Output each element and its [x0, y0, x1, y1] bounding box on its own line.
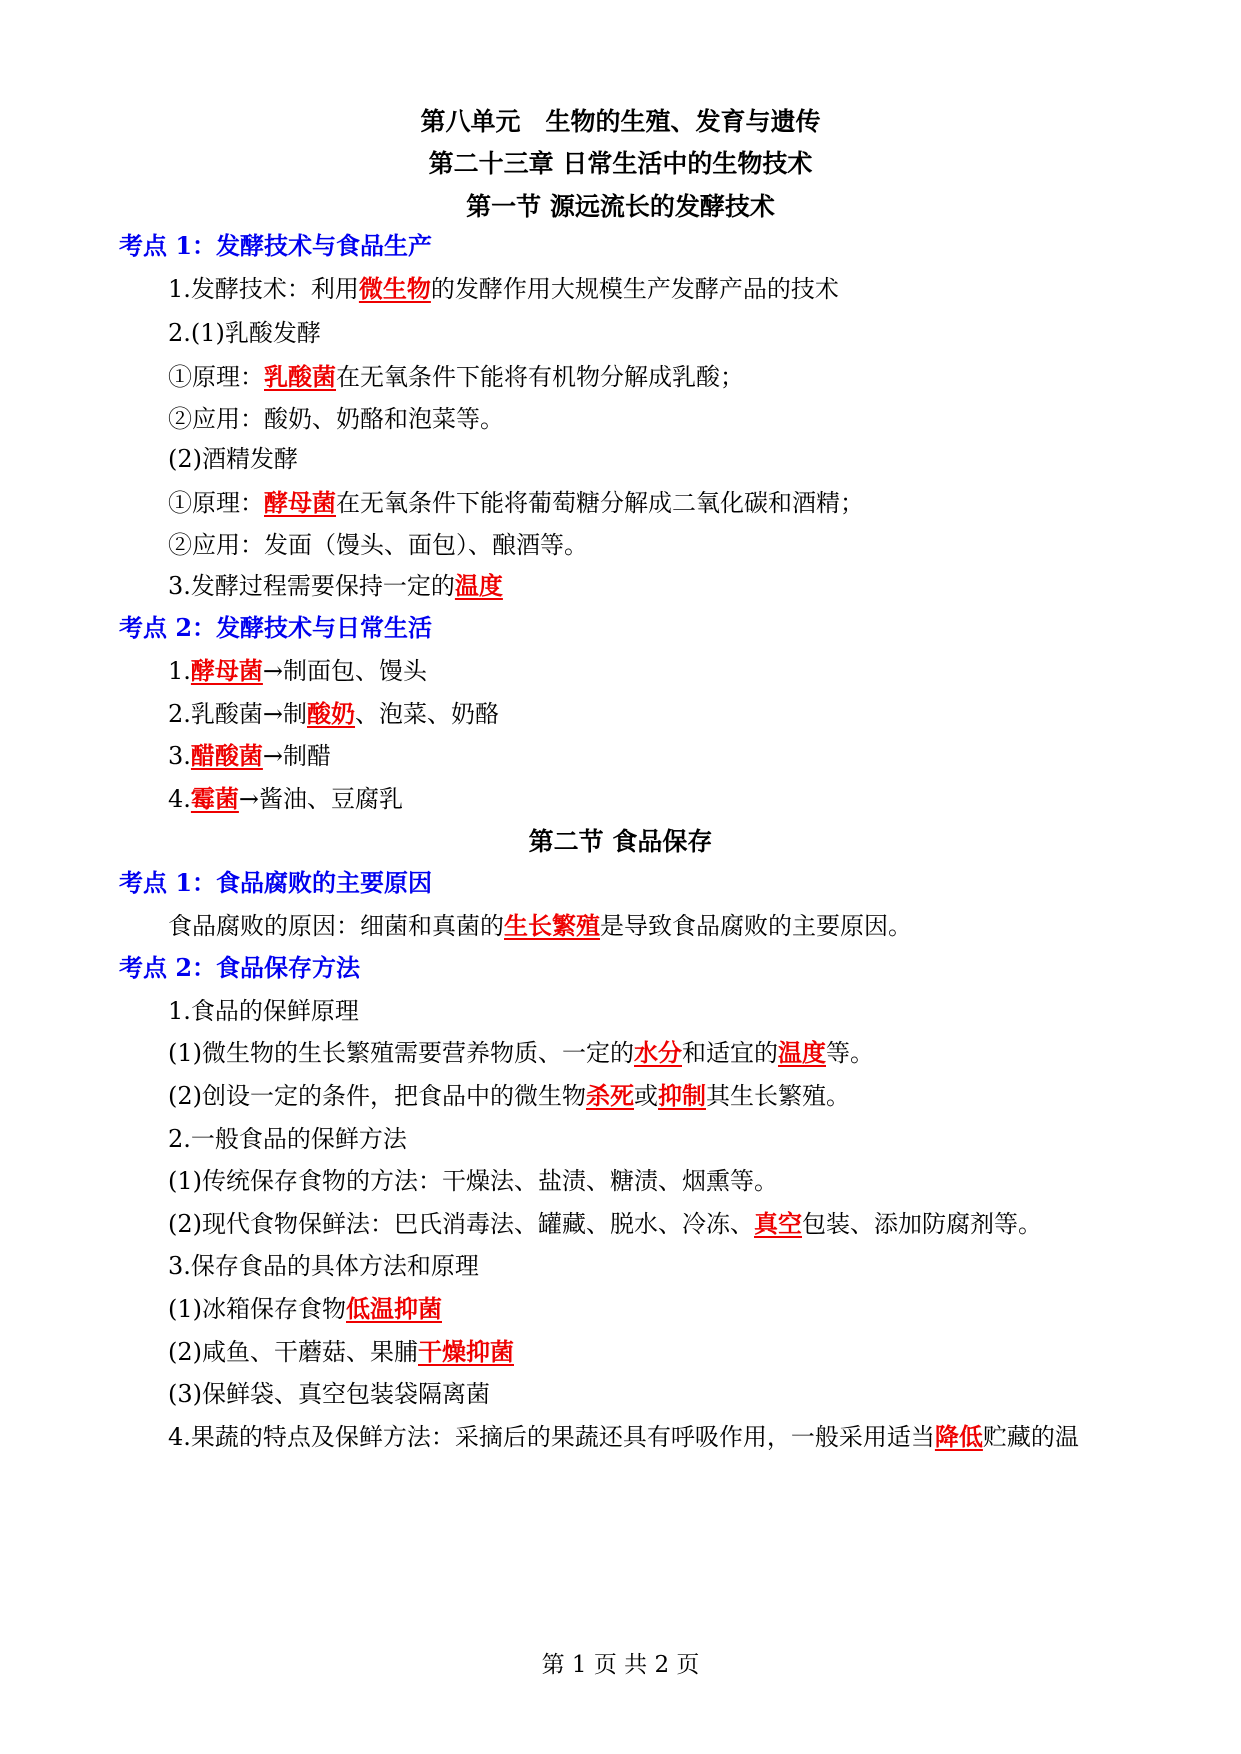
text-line: 2.一般食品的保鲜方法 [168, 1125, 407, 1153]
text-line: (3)保鲜袋、真空包装袋隔离菌 [168, 1380, 490, 1408]
text-line: 4.果蔬的特点及保鲜方法：采摘后的果蔬还具有呼吸作用，一般采用适当降低贮藏的温 [168, 1422, 1079, 1451]
text-line: ①原理：乳酸菌在无氧条件下能将有机物分解成乳酸； [168, 362, 744, 391]
text-line: 1.食品的保鲜原理 [168, 997, 359, 1025]
text-line: 4.霉菌→酱油、豆腐乳 [168, 784, 404, 813]
text-line: 3.发酵过程需要保持一定的温度 [168, 571, 503, 600]
highlight-term: 低温抑菌 [346, 1294, 442, 1323]
highlight-term: 生长繁殖 [504, 911, 600, 940]
text-line: (2)现代食物保鲜法：巴氏消毒法、罐藏、脱水、冷冻、真空包装、添加防腐剂等。 [168, 1209, 1042, 1238]
text-line: ②应用：发面（馒头、面包）、酿酒等。 [168, 531, 588, 559]
page-footer: 第 1 页 共 2 页 [541, 1652, 700, 1678]
unit-title: 第八单元 生物的生殖、发育与遗传 [420, 107, 821, 136]
key-point-heading: 考点 1：食品腐败的主要原因 [119, 868, 433, 897]
text-line: 食品腐败的原因：细菌和真菌的生长繁殖是导致食品腐败的主要原因。 [168, 911, 912, 940]
key-point-heading: 考点 1：发酵技术与食品生产 [119, 231, 433, 260]
highlight-term: 温度 [454, 571, 503, 600]
text-line: (2)创设一定的条件，把食品中的微生物杀死或抑制其生长繁殖。 [168, 1081, 850, 1110]
text-line: ①原理：酵母菌在无氧条件下能将葡萄糖分解成二氧化碳和酒精； [168, 488, 864, 517]
highlight-term: 醋酸菌 [190, 741, 263, 770]
highlight-term: 真空 [754, 1209, 802, 1238]
key-point-heading: 考点 2：发酵技术与日常生活 [119, 613, 433, 642]
highlight-term: 乳酸菌 [264, 362, 336, 391]
section-title-2: 第二节 食品保存 [528, 827, 713, 856]
text-line: (1)冰箱保存食物低温抑菌 [168, 1294, 442, 1323]
highlight-term: 干燥抑菌 [418, 1337, 514, 1366]
highlight-term: 微生物 [358, 274, 431, 303]
highlight-term: 温度 [778, 1038, 826, 1067]
chapter-title: 第二十三章 日常生活中的生物技术 [428, 149, 813, 178]
text-line: 3.醋酸菌→制醋 [168, 741, 332, 770]
text-line: (1)微生物的生长繁殖需要营养物质、一定的水分和适宜的温度等。 [168, 1038, 874, 1067]
text-line: 3.保存食品的具体方法和原理 [168, 1252, 479, 1280]
key-point-heading: 考点 2：食品保存方法 [119, 953, 361, 982]
text-line: (1)传统保存食物的方法：干燥法、盐渍、糖渍、烟熏等。 [168, 1167, 778, 1195]
text-line: ②应用：酸奶、奶酪和泡菜等。 [168, 405, 504, 433]
highlight-term: 降低 [934, 1422, 983, 1451]
text-line: (2)酒精发酵 [168, 445, 298, 473]
section-title-1: 第一节 源远流长的发酵技术 [466, 192, 775, 221]
highlight-term: 酵母菌 [264, 488, 336, 517]
text-line: 1.酵母菌→制面包、馒头 [168, 656, 428, 685]
text-line: 2.乳酸菌→制酸奶、泡菜、奶酪 [168, 699, 500, 728]
highlight-term: 酵母菌 [190, 656, 263, 685]
highlight-term: 杀死 [586, 1081, 634, 1110]
text-line: 1.发酵技术：利用微生物的发酵作用大规模生产发酵产品的技术 [168, 274, 839, 303]
text-line: 2.(1)乳酸发酵 [168, 319, 321, 347]
text-line: (2)咸鱼、干蘑菇、果脯干燥抑菌 [168, 1337, 514, 1366]
highlight-term: 抑制 [658, 1081, 706, 1110]
highlight-term: 霉菌 [190, 784, 239, 813]
highlight-term: 水分 [634, 1038, 682, 1067]
highlight-term: 酸奶 [307, 699, 356, 728]
